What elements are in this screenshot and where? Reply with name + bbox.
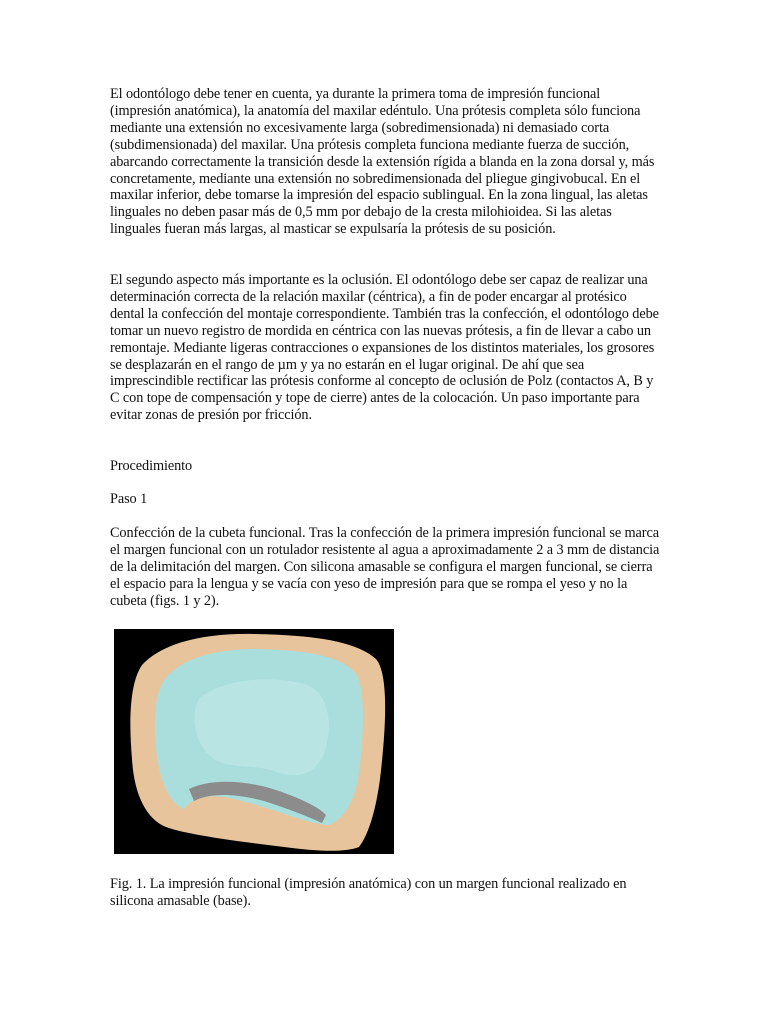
figure-caption <box>110 876 662 910</box>
paragraph-text: Confección de la cubeta funcional. Tras la confección de la primera impresión funcional se marca el margen funcional con un rotulador resistente al agua a aproximadamente 2 a 3 mm de distancia de la delimitación del margen. Con silicona amasable se configura el margen funcional, se cierra el espacio para la lengua y se vacía con yeso de impresión para que se rompa el yeso y no la cubeta (figs. 1 y 2). <box>110 525 660 609</box>
paragraph-text: El odontólogo debe tener en cuenta, ya durante la primera toma de impresión funcional (impresión anatómica), la anatomía del maxilar edéntulo. Una prótesis completa sólo funciona mediante una extensión no excesivamente larga (sobredimensionada) ni demasiado corta (subdimensionada) del maxilar. Una prótesis completa funciona mediante fuerza de succión, abarcando correctamente la transición desde la extensión rígida a blanda en la zona dorsal y, más concretamente, mediante una extensión no sobredimensionada del pliegue gingivobucal. En el maxilar inferior, debe tomarse la impresión del espacio sublingual. En la zona lingual, las aletas linguales no deben pasar más de 0,5 mm por debajo de la cresta milohioidea. Si las aletas linguales fueran más largas, al masticar se expulsaría la prótesis de su posición. <box>110 86 655 238</box>
heading-text: Procedimiento <box>110 458 193 474</box>
paragraph-step-1 <box>110 525 662 610</box>
procedure-heading <box>110 458 662 475</box>
heading-text: Paso 1 <box>110 491 148 507</box>
step-heading <box>110 491 662 508</box>
figure-impression-photo <box>114 629 394 854</box>
paragraph-text: El segundo aspecto más importante es la oclusión. El odontólogo debe ser capaz de realizar una determinación correcta de la relación maxilar (céntrica), a fin de poder encargar al protésico dental la confección del montaje correspondiente. También tras la confección, el odontólogo debe tomar un nuevo registro de mordida en céntrica con las nuevas prótesis, a fin de llevar a cabo un remontaje. Mediante ligeras contracciones o expansiones de los distintos materiales, los grosores se desplazarán en el rango de µm y ya no estarán en el lugar original. De ahí que sea imprescindible rectificar las prótesis conforme al concepto de oclusión de Polz (contactos A, B y C con tope de compensación y tope de cierre) antes de la colocación. Un paso importante para evitar zonas de presión por fricción. <box>110 272 659 424</box>
paragraph-anatomy <box>110 86 662 238</box>
impression-illustration <box>114 629 394 854</box>
caption-text: Fig. 1. La impresión funcional (impresión anatómica) con un margen funcional realizado en silicona amasable (base). <box>110 876 627 909</box>
paragraph-occlusion <box>110 272 662 424</box>
